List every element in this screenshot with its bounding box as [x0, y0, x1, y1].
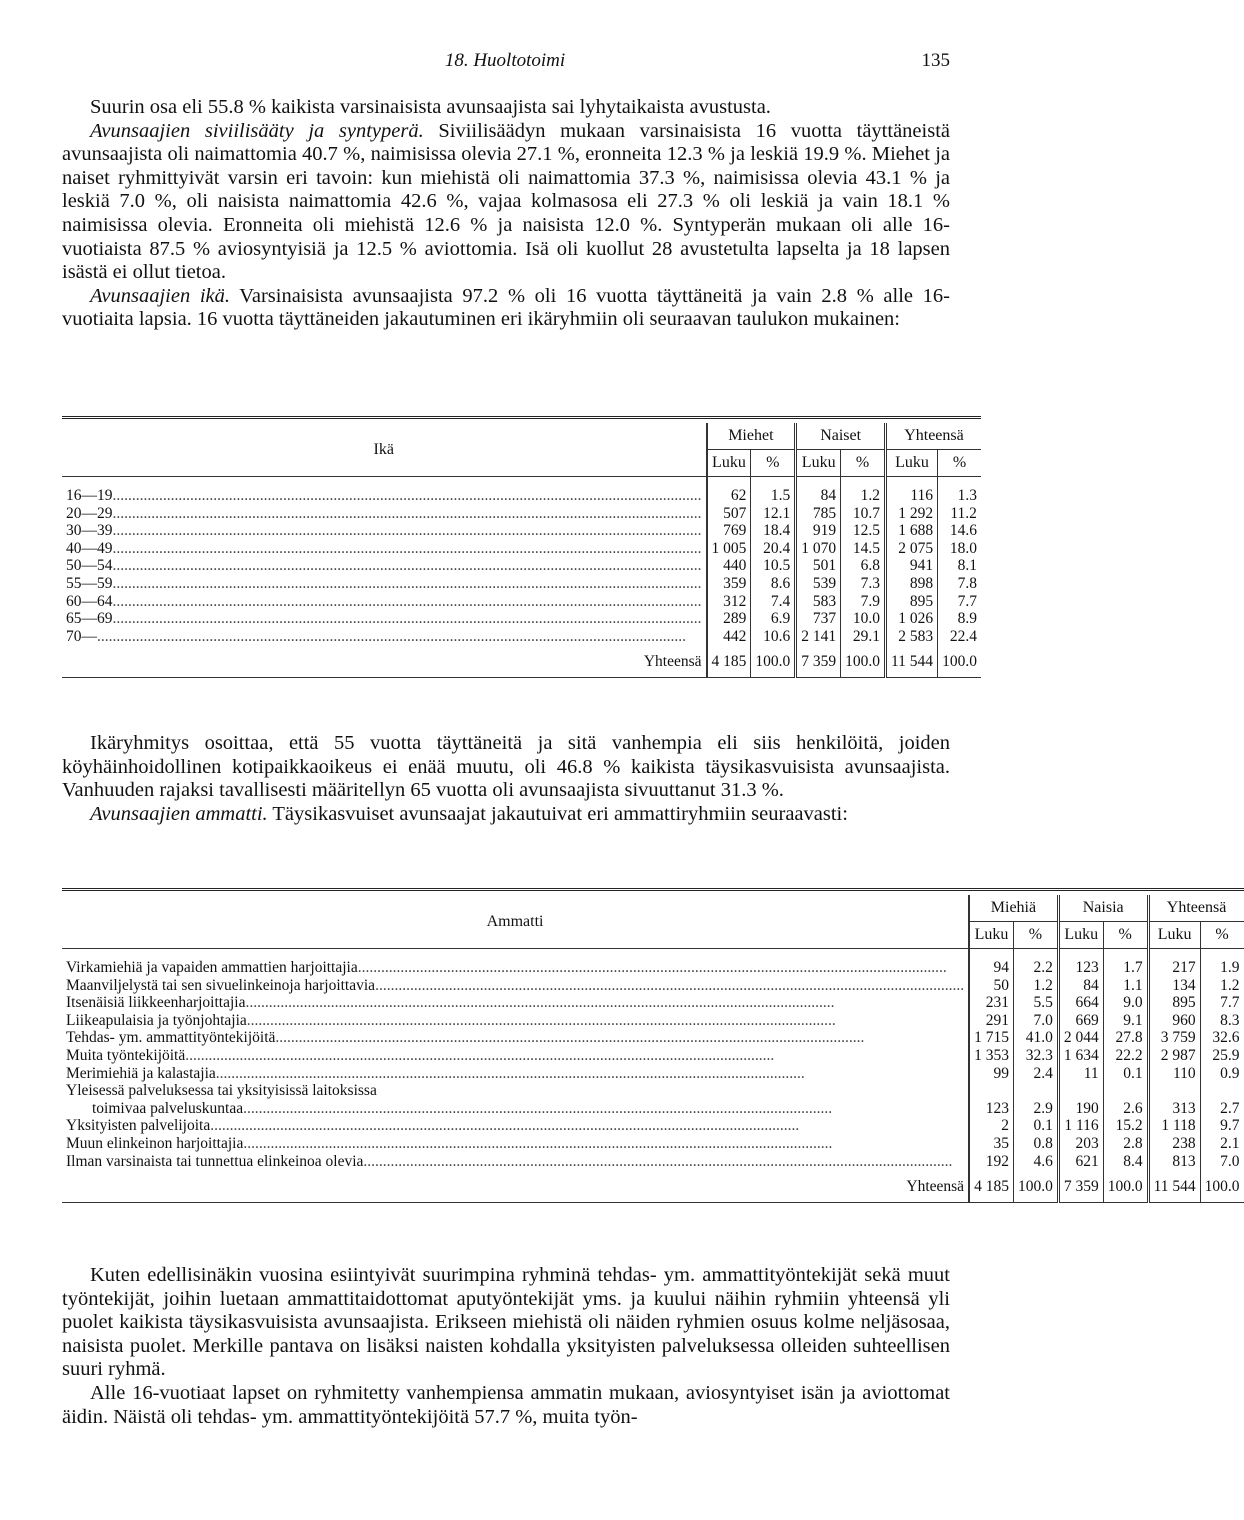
table-cell: 313 [1148, 1100, 1200, 1118]
row-label-text: 65—69 [66, 610, 113, 628]
paragraph [62, 732, 950, 803]
table-cell: 1 353 [969, 1047, 1013, 1065]
table-row [62, 1135, 1244, 1153]
table-cell: 312 [707, 593, 751, 611]
table-cell: 9.7 [1200, 1117, 1243, 1135]
table-cell: 217 [1148, 959, 1200, 977]
table-cell: 895 [886, 593, 938, 611]
table-cell [969, 1082, 1013, 1100]
leader-dots [245, 994, 964, 1012]
text-block-top [62, 96, 950, 332]
table-cell: 12.1 [751, 505, 796, 523]
table-row [62, 522, 981, 540]
row-label-text: Virkamiehiä ja vapaiden ammattien harjoittajia [66, 959, 358, 976]
sub-header: % [751, 450, 796, 477]
row-label [62, 1047, 969, 1065]
table-cell: 18.0 [938, 540, 981, 558]
total-row [62, 1170, 1244, 1202]
row-label [62, 540, 707, 558]
row-label [62, 505, 707, 523]
leader-dots [275, 1029, 964, 1047]
row-label [62, 1135, 969, 1153]
paragraph-text: Siviilisäädyn mukaan varsinaisista 16 vuotta täyttäneistä avunsaajista oli naimattomia 40.7 %, naimisissa olevia 27.1 %, eronneita 12.3 % ja leskiä 19.9 %. Miehet ja naiset ryhmittyivät varsin eri tavoin: kun miehistä oli naimattomia 37.3 %, naimisissa olevia 43.1 % ja leskiä 7.0 %, oli naisista naimattomia 42.6 %, vajaa kolmasosa eli 27.3 % oli leskiä ja vain 18.1 % naimisissa olevia. Eronneita oli miehistä 12.6 % ja naisista 12.0 %. Syntyperän mukaan oli alle 16-vuotiaista 87.5 % aviosyntyisiä ja 12.5 % aviottomia. Isä oli kuollut 28 avustetulta lapselta ja 18 lapsen isästä ei ollut tietoa. [62, 119, 950, 284]
row-label [62, 1065, 969, 1083]
leader-dots [185, 1047, 964, 1065]
table-cell: 123 [969, 1100, 1013, 1118]
table-cell: 2 987 [1148, 1047, 1200, 1065]
table-cell: 110 [1148, 1065, 1200, 1083]
leader-dots [243, 1100, 964, 1118]
sub-header: % [1200, 922, 1243, 949]
group-header: Yhteensä [886, 423, 981, 450]
table-cell: 9.1 [1103, 1012, 1148, 1030]
table-cell: 919 [796, 522, 841, 540]
row-label-text: Muita työntekijöitä [66, 1046, 186, 1064]
total-cell: 100.0 [938, 645, 981, 677]
table-cell [1103, 1082, 1148, 1100]
paragraph [62, 1382, 950, 1429]
table-cell: 9.0 [1103, 994, 1148, 1012]
table-cell: 1.5 [751, 487, 796, 505]
table-cell: 2.4 [1013, 1065, 1058, 1083]
total-row [62, 645, 981, 677]
table-row [62, 628, 981, 646]
row-label-text: Tehdas- ym. ammattityöntekijöitä [66, 1029, 276, 1047]
table-cell: 1.2 [1200, 977, 1243, 995]
table-cell: 2 044 [1058, 1029, 1103, 1047]
table-cell: 22.4 [938, 628, 981, 646]
table-cell: 8.4 [1103, 1153, 1148, 1171]
paragraph-heading: Avunsaajien ammatti. [90, 802, 268, 825]
row-label [62, 1082, 969, 1100]
table-row [62, 610, 981, 628]
table-cell: 895 [1148, 994, 1200, 1012]
row-label-text: 70— [66, 627, 97, 645]
group-header: Yhteensä [1148, 895, 1243, 922]
page-header [60, 50, 950, 78]
table-cell [1058, 1082, 1103, 1100]
table-row [62, 487, 981, 505]
sub-header: Luku [1058, 922, 1103, 949]
label-column-header: Ikä [62, 423, 707, 477]
table-cell: 12.5 [841, 522, 886, 540]
row-label-text: Yksityisten palvelijoita [66, 1117, 211, 1135]
group-header: Naisia [1058, 895, 1148, 922]
total-label: Yhteensä [62, 645, 707, 677]
table-cell: 1.9 [1200, 959, 1243, 977]
leader-dots [97, 628, 702, 646]
paragraph-text: Varsinaisista avunsaajista 97.2 % oli 16 vuotta täyttäneitä ja vain 2.8 % alle 16-vuotiaita lapsia. 16 vuotta täyttäneiden jakautuminen eri ikäryhmiin oli seuraavan taulukon mukainen: [62, 284, 950, 331]
table-cell: 35 [969, 1135, 1013, 1153]
sub-header: Luku [1148, 922, 1200, 949]
table-cell: 1 005 [707, 540, 751, 558]
table-cell: 3 759 [1148, 1029, 1200, 1047]
table-cell: 8.3 [1200, 1012, 1243, 1030]
table-cell: 0.1 [1013, 1117, 1058, 1135]
table-cell: 785 [796, 505, 841, 523]
table-cell: 669 [1058, 1012, 1103, 1030]
table-cell: 2.9 [1013, 1100, 1058, 1118]
row-label [62, 628, 707, 646]
table-cell: 2.1 [1200, 1135, 1243, 1153]
table-row [62, 994, 1244, 1012]
table-row [62, 1065, 1244, 1083]
table-cell: 664 [1058, 994, 1103, 1012]
table-row [62, 505, 981, 523]
table-cell: 32.6 [1200, 1029, 1243, 1047]
total-cell: 7 359 [796, 645, 841, 677]
table-row [62, 1117, 1244, 1135]
row-label [62, 575, 707, 593]
total-cell: 100.0 [1103, 1170, 1148, 1202]
leader-dots [113, 522, 702, 540]
leader-dots [113, 593, 702, 611]
table-cell: 18.4 [751, 522, 796, 540]
table-cell: 8.1 [938, 557, 981, 575]
table-cell: 291 [969, 1012, 1013, 1030]
paragraph-text: Kuten edellisinäkin vuosina esiintyivät suurimpina ryhminä tehdas- ym. ammattityöntekijät sekä muut työntekijät, joihin luetaan ammattitaidottomat aputyöntekijät yms. ja kuului näihin ryhmiin yhteensä yli puolet kaikista täysikasvuisista avunsaajista. Erikseen miehistä oli näiden ryhmien osuus kolme neljäsosaa, naisista puolet. Merkille pantava on lisäksi naisten kohdalla yksityisten palveluksessa olleiden suhteellisen suuri ryhmä. [62, 1264, 950, 1381]
leader-dots [113, 557, 702, 575]
leader-dots [113, 505, 702, 523]
label-column-header: Ammatti [62, 895, 969, 949]
row-label [62, 1029, 969, 1047]
table-row [62, 977, 1244, 995]
row-label-text: Yleisessä palveluksessa tai yksityisissä laitoksissa [66, 1082, 377, 1100]
paragraph [62, 285, 950, 332]
row-label [62, 1117, 969, 1135]
table-row [62, 1047, 1244, 1065]
row-label [62, 1153, 969, 1171]
table-cell: 15.2 [1103, 1117, 1148, 1135]
table-cell: 27.8 [1103, 1029, 1148, 1047]
table-cell: 20.4 [751, 540, 796, 558]
table-cell: 7.4 [751, 593, 796, 611]
paragraph-heading: Avunsaajien siviilisääty ja syntyperä. [90, 119, 424, 142]
table-row [62, 1100, 1244, 1118]
paragraph [62, 96, 950, 120]
table-cell: 231 [969, 994, 1013, 1012]
row-label [62, 557, 707, 575]
sub-header: % [841, 450, 886, 477]
sub-header: Luku [707, 450, 751, 477]
total-cell: 100.0 [1200, 1170, 1243, 1202]
total-cell: 7 359 [1058, 1170, 1103, 1202]
table-cell: 41.0 [1013, 1029, 1058, 1047]
table-cell: 7.7 [938, 593, 981, 611]
total-cell: 11 544 [886, 645, 938, 677]
table-cell: 84 [1058, 977, 1103, 995]
table-cell: 501 [796, 557, 841, 575]
total-cell: 100.0 [751, 645, 796, 677]
paragraph [62, 803, 950, 827]
row-label-text: toimivaa palveluskuntaa [92, 1099, 244, 1117]
table-row [62, 593, 981, 611]
age-table [62, 416, 981, 678]
table-cell: 11.2 [938, 505, 981, 523]
group-header: Miehiä [969, 895, 1058, 922]
row-label-text: 50—54 [66, 557, 113, 575]
table-cell: 84 [796, 487, 841, 505]
leader-dots [243, 1135, 964, 1153]
table-cell [1013, 1082, 1058, 1100]
table-cell: 0.1 [1103, 1065, 1148, 1083]
table-cell: 29.1 [841, 628, 886, 646]
total-cell: 100.0 [841, 645, 886, 677]
row-label-text: Ilman varsinaista tai tunnettua elinkeinoa olevia [66, 1152, 364, 1170]
leader-dots [216, 1065, 964, 1083]
leader-dots [113, 540, 702, 558]
row-label [62, 487, 707, 505]
table-cell [1148, 1082, 1200, 1100]
row-label [62, 1012, 969, 1030]
total-label: Yhteensä [62, 1170, 969, 1202]
paragraph-text: Ikäryhmitys osoittaa, että 55 vuotta täyttäneitä ja sitä vanhempia eli siis henkilöitä, joiden köyhäinhoidollinen kotipaikkaoikeus ei enää muutu, oli 46.8 % kaikista täysikasvuisista avunsaajista. Vanhuuden rajaksi tavallisesti määritellyn 65 vuotta oli avunsaajista sivuuttanut 31.3 %. [62, 732, 950, 802]
table-row [62, 575, 981, 593]
table-cell: 1 070 [796, 540, 841, 558]
table-cell: 14.5 [841, 540, 886, 558]
leader-dots [247, 1012, 964, 1030]
paragraph-heading: Avunsaajien ikä. [90, 284, 231, 307]
table-cell: 6.8 [841, 557, 886, 575]
table-cell: 1 026 [886, 610, 938, 628]
table-row [62, 959, 1244, 977]
table-cell: 7.9 [841, 593, 886, 611]
table-cell: 2 075 [886, 540, 938, 558]
table-cell: 737 [796, 610, 841, 628]
row-label-text: 60—64 [66, 592, 113, 610]
row-label [62, 977, 969, 995]
table-cell: 1.2 [841, 487, 886, 505]
paragraph-text: Alle 16-vuotiaat lapset on ryhmitetty vanhempiensa ammatin mukaan, aviosyntyiset isän ja aviottomat äidin. Näistä oli tehdas- ym. ammattityöntekijöitä 57.7 %, muita työn- [62, 1381, 950, 1428]
table-cell: 1.2 [1013, 977, 1058, 995]
table-cell: 7.0 [1200, 1153, 1243, 1171]
table-cell: 14.6 [938, 522, 981, 540]
row-label [62, 593, 707, 611]
table-row [62, 1012, 1244, 1030]
table-cell: 99 [969, 1065, 1013, 1083]
table-row [62, 1082, 1244, 1100]
leader-dots [210, 1117, 964, 1135]
sub-header: % [1103, 922, 1148, 949]
paragraph [62, 120, 950, 285]
row-label [62, 994, 969, 1012]
row-label-text: 20—29 [66, 504, 113, 522]
table-cell: 442 [707, 628, 751, 646]
text-block-middle [62, 732, 950, 826]
table-cell: 4.6 [1013, 1153, 1058, 1171]
table-cell: 8.9 [938, 610, 981, 628]
table-cell: 1.7 [1103, 959, 1148, 977]
table-cell: 7.3 [841, 575, 886, 593]
total-cell: 4 185 [969, 1170, 1013, 1202]
table-cell: 1 634 [1058, 1047, 1103, 1065]
table-cell: 11 [1058, 1065, 1103, 1083]
table-row [62, 557, 981, 575]
table-cell: 10.6 [751, 628, 796, 646]
table-cell: 123 [1058, 959, 1103, 977]
table-cell: 2.8 [1103, 1135, 1148, 1153]
table-cell: 62 [707, 487, 751, 505]
table-cell: 192 [969, 1153, 1013, 1171]
table-cell: 1 116 [1058, 1117, 1103, 1135]
table-cell: 190 [1058, 1100, 1103, 1118]
leader-dots [363, 1153, 964, 1171]
sub-header: Luku [796, 450, 841, 477]
table-cell: 2 141 [796, 628, 841, 646]
row-label [62, 959, 969, 977]
row-label-text: Muun elinkeinon harjoittajia [66, 1134, 244, 1152]
table-cell: 583 [796, 593, 841, 611]
table-cell: 2.2 [1013, 959, 1058, 977]
table-cell: 1.3 [938, 487, 981, 505]
table-cell: 898 [886, 575, 938, 593]
row-label-text: 55—59 [66, 574, 113, 592]
row-label-text: 40—49 [66, 539, 113, 557]
table-cell: 50 [969, 977, 1013, 995]
table-cell: 621 [1058, 1153, 1103, 1171]
table-cell: 94 [969, 959, 1013, 977]
table-cell: 134 [1148, 977, 1200, 995]
total-cell: 11 544 [1148, 1170, 1200, 1202]
table-cell: 203 [1058, 1135, 1103, 1153]
table-cell: 7.0 [1013, 1012, 1058, 1030]
table-cell: 813 [1148, 1153, 1200, 1171]
table-cell: 116 [886, 487, 938, 505]
row-label-text: Merimiehiä ja kalastajia [66, 1064, 216, 1082]
table-cell: 2 583 [886, 628, 938, 646]
row-label-text: 30—39 [66, 522, 113, 540]
table-cell: 941 [886, 557, 938, 575]
leader-dots [113, 575, 702, 593]
text-block-bottom [62, 1264, 950, 1429]
table-cell: 769 [707, 522, 751, 540]
table-cell: 2.6 [1103, 1100, 1148, 1118]
row-label-text: 16—19 [66, 487, 113, 504]
row-label [62, 522, 707, 540]
table-cell: 32.3 [1013, 1047, 1058, 1065]
table-row [62, 1029, 1244, 1047]
total-cell: 100.0 [1013, 1170, 1058, 1202]
table-cell [1200, 1082, 1243, 1100]
table-cell: 960 [1148, 1012, 1200, 1030]
leader-dots [113, 487, 702, 505]
group-header: Naiset [796, 423, 886, 450]
row-label [62, 610, 707, 628]
table-cell: 7.8 [938, 575, 981, 593]
table-cell: 507 [707, 505, 751, 523]
table-cell: 238 [1148, 1135, 1200, 1153]
occupation-table [62, 888, 1244, 1203]
row-label [62, 1100, 969, 1118]
leader-dots [113, 610, 702, 628]
sub-header: % [1013, 922, 1058, 949]
paragraph [62, 1264, 950, 1382]
page-number: 135 [921, 50, 950, 71]
table-row [62, 1153, 1244, 1171]
table-cell: 2.7 [1200, 1100, 1243, 1118]
table-cell: 2 [969, 1117, 1013, 1135]
sub-header: Luku [886, 450, 938, 477]
table-cell: 5.5 [1013, 994, 1058, 1012]
table-cell: 1 688 [886, 522, 938, 540]
section-title: 18. Huoltotoimi [444, 50, 566, 71]
table-cell: 1 118 [1148, 1117, 1200, 1135]
table-cell: 0.8 [1013, 1135, 1058, 1153]
row-label-text: Maanviljelystä tai sen sivuelinkeinoja harjoittavia [66, 976, 376, 994]
table-cell: 539 [796, 575, 841, 593]
table-cell: 1 715 [969, 1029, 1013, 1047]
table-cell: 10.0 [841, 610, 886, 628]
table-cell: 7.7 [1200, 994, 1243, 1012]
table-cell: 1 292 [886, 505, 938, 523]
row-label-text: Itsenäisiä liikkeenharjoittajia [66, 994, 246, 1012]
table-cell: 359 [707, 575, 751, 593]
total-cell: 4 185 [707, 645, 751, 677]
paragraph-text: Täysikasvuiset avunsaajat jakautuivat eri ammattiryhmiin seuraavasti: [267, 802, 848, 825]
table-cell: 22.2 [1103, 1047, 1148, 1065]
table-row [62, 540, 981, 558]
sub-header: % [938, 450, 981, 477]
table-cell: 6.9 [751, 610, 796, 628]
table-cell: 25.9 [1200, 1047, 1243, 1065]
table-cell: 10.7 [841, 505, 886, 523]
leader-dots [358, 959, 964, 977]
group-header: Miehet [707, 423, 796, 450]
row-label-text: Liikeapulaisia ja työnjohtajia [66, 1011, 247, 1029]
sub-header: Luku [969, 922, 1013, 949]
table-cell: 10.5 [751, 557, 796, 575]
paragraph-text: Suurin osa eli 55.8 % kaikista varsinaisista avunsaajista sai lyhytaikaista avustusta. [90, 96, 771, 118]
leader-dots [375, 977, 964, 995]
table-cell: 440 [707, 557, 751, 575]
table-cell: 289 [707, 610, 751, 628]
table-cell: 0.9 [1200, 1065, 1243, 1083]
table-cell: 8.6 [751, 575, 796, 593]
table-cell: 1.1 [1103, 977, 1148, 995]
